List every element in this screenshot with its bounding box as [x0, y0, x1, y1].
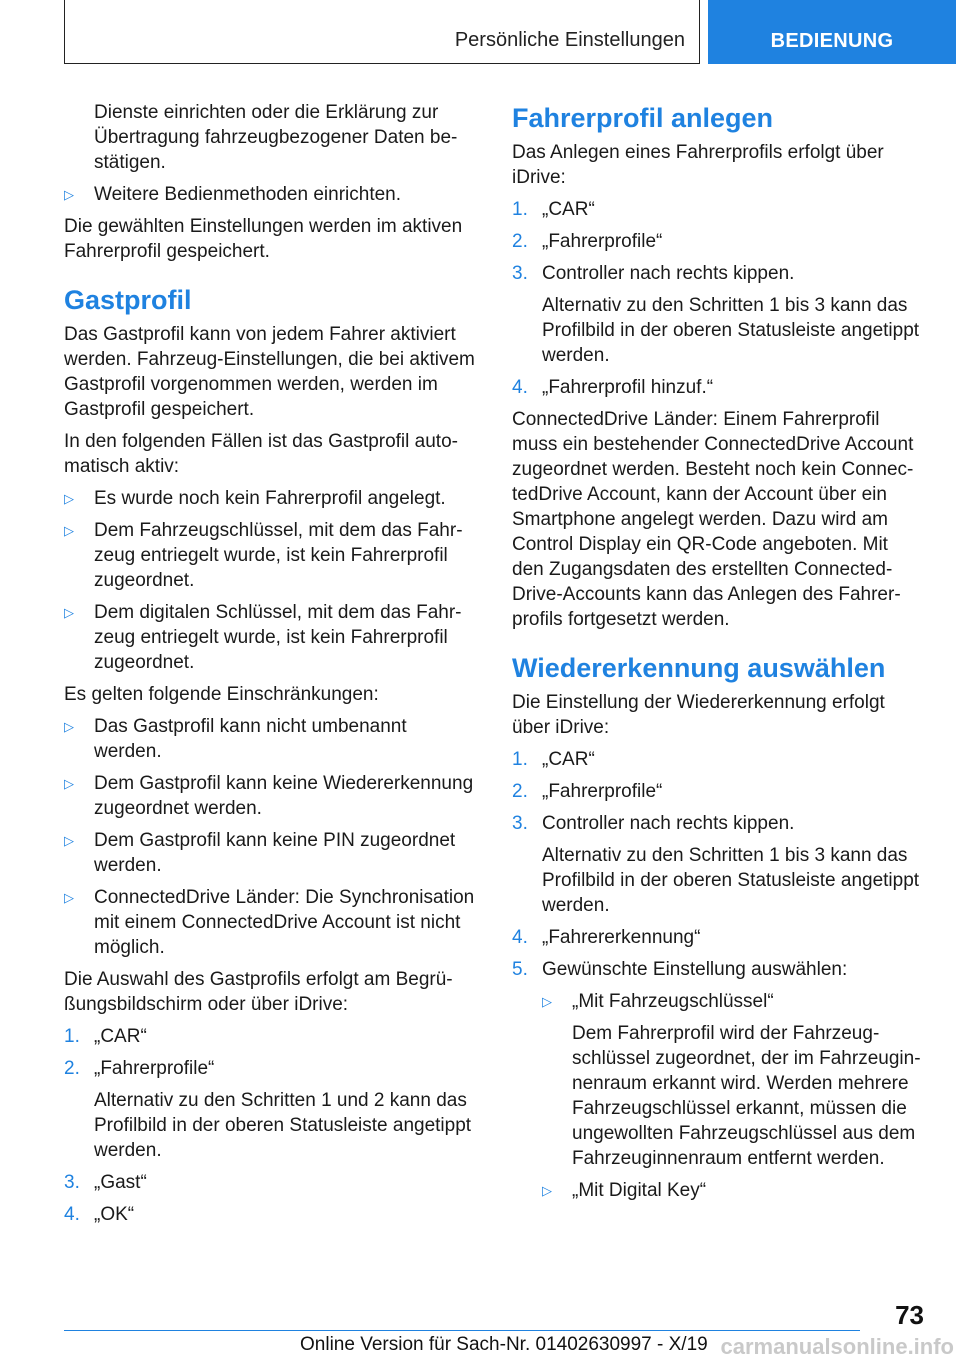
option-label: „Mit Digital Key“ [572, 1180, 707, 1201]
step-note: Alternativ zu den Schritten 1 bis 3 kann das Profilbild in der oberen Statusleiste angetippt werden. [542, 295, 920, 366]
step-item [64, 1202, 478, 1227]
step-item [512, 957, 924, 982]
list-item [64, 771, 478, 821]
step-text: Controller nach rechts kippen. [542, 263, 795, 284]
step-number: 3. [64, 1172, 80, 1193]
guest-profile-heading: Gastprofil [64, 285, 192, 315]
guest-intro: Das Gastprofil kann von jedem Fahrer aktiviert werden. Fahrzeug-Einstellungen, die bei aktivem Gastprofil vorgenommen werden, werden im Gastprofil gespeichert. [64, 324, 475, 420]
page-header [64, 0, 956, 64]
triangle-bullet-icon: ▷ [542, 1183, 552, 1198]
option-label: „Mit Fahrzeugschlüssel“ [572, 991, 774, 1012]
triangle-bullet-icon: ▷ [64, 605, 74, 620]
section-title: Persönliche Einstellungen [64, 0, 700, 64]
step-item [512, 747, 924, 772]
triangle-bullet-icon: ▷ [64, 719, 74, 734]
step-number: 4. [512, 927, 528, 948]
step-number: 4. [512, 377, 528, 398]
step-text: „CAR“ [94, 1026, 147, 1047]
list-item [64, 828, 478, 878]
step-item [512, 197, 924, 222]
step-text: „Fahrererkennung“ [542, 927, 701, 948]
step-text: „Fahrerprofile“ [542, 231, 663, 252]
list-item [64, 486, 478, 511]
step-text: „Fahrerprofile“ [542, 781, 663, 802]
recognition-heading: Wiedererkennung auswählen [512, 653, 886, 683]
page-number: 73 [895, 1300, 924, 1330]
bullet-text: ConnectedDrive Länder: Die Synchronisation mit einem ConnectedDrive Account ist nicht möglich. [94, 887, 475, 958]
step-item [64, 1056, 478, 1081]
create-intro: Das Anlegen eines Fahrerprofils erfolgt über iDrive: [512, 142, 884, 188]
restrictions-intro: Es gelten folgende Einschränkungen: [64, 684, 379, 705]
option-list [512, 989, 924, 1203]
chapter-tab: BEDIENUNG [708, 0, 956, 64]
list-item [542, 989, 924, 1014]
step-number: 2. [64, 1058, 80, 1079]
step-item [512, 229, 924, 254]
list-item [64, 600, 478, 675]
step-text: „Fahrerprofil hinzuf.“ [542, 377, 714, 398]
connected-note: ConnectedDrive Länder: Einem Fahrerprofil muss ein bestehender ConnectedDrive Account zugeordnet werden. Besteht noch kein ConnectedDrive Account, kann der Account über ein Smartphone angelegt werden. Dazu wird am Control Display ein QR-Code angeboten. Mit den Zugangsdaten des erstellten ConnectedDrive-Accounts kann das Anlegen des Fahrerprofils fortgesetzt werden. [512, 409, 914, 630]
step-item [512, 925, 924, 950]
step-item [512, 261, 924, 286]
left-column [64, 100, 478, 1234]
bullet-text: Dem Gastprofil kann keine Wiedererkennung zugeordnet werden. [94, 773, 474, 819]
bullet-text: Das Gastprofil kann nicht umbenannt werden. [94, 716, 407, 762]
intro-continuation: Dienste einrichten oder die Erklärung zur Übertragung fahrzeugbezogener Daten bestätigen. [94, 102, 458, 173]
step-item [512, 375, 924, 400]
step-note: Alternativ zu den Schritten 1 und 2 kann das Profilbild in der oberen Statusleiste angetippt werden. [94, 1090, 472, 1161]
triangle-bullet-icon: ▷ [64, 776, 74, 791]
step-number: 2. [512, 781, 528, 802]
step-number: 3. [512, 263, 528, 284]
saved-note: Die gewählten Einstellungen werden im aktiven Fahrerprofil gespeichert. [64, 216, 463, 262]
list-item [64, 714, 478, 764]
bullet-text: Dem digitalen Schlüssel, mit dem das Fahrzeug entriegelt wurde, ist kein Fahrerprofil zugeordnet. [94, 602, 462, 673]
step-text: „OK“ [94, 1204, 135, 1225]
step-number: 1. [64, 1026, 80, 1047]
bullet-text: Weitere Bedienmethoden einrichten. [94, 184, 402, 205]
recognition-intro: Die Einstellung der Wiedererkennung erfolgt über iDrive: [512, 692, 885, 738]
step-note: Alternativ zu den Schritten 1 bis 3 kann das Profilbild in der oberen Statusleiste angetippt werden. [542, 845, 920, 916]
step-text: „CAR“ [542, 749, 595, 770]
bullet-text: Dem Gastprofil kann keine PIN zugeordnet werden. [94, 830, 456, 876]
right-column [512, 100, 924, 1210]
footer-divider [64, 1330, 860, 1331]
watermark: carmanualsonline.info [720, 1334, 954, 1359]
list-item [64, 885, 478, 960]
step-text: Controller nach rechts kippen. [542, 813, 795, 834]
step-number: 1. [512, 199, 528, 220]
bullet-text: Es wurde noch kein Fahrerprofil angelegt. [94, 488, 446, 509]
triangle-bullet-icon: ▷ [64, 187, 74, 202]
footer-version: Online Version für Sach-Nr. 01402630997 - X/19 [300, 1334, 708, 1355]
bullet-text: Dem Fahrzeugschlüssel, mit dem das Fahrzeug entriegelt wurde, ist kein Fahrerprofil zugeordnet. [94, 520, 463, 591]
step-number: 3. [512, 813, 528, 834]
select-intro: Die Auswahl des Gastprofils erfolgt am Begrüßungsbildschirm oder über iDrive: [64, 969, 453, 1015]
step-number: 5. [512, 959, 528, 980]
list-item [64, 518, 478, 593]
option-description: Dem Fahrerprofil wird der Fahrzeugschlüssel zugeordnet, der im Fahrzeuginnenraum erkannt wird. Werden mehrere Fahrzeugschlüssel erkannt, müssen die ungewollten Fahrzeugschlüssel aus dem Fahrzeuginnenraum entfernt werden. [572, 1023, 921, 1169]
auto-intro: In den folgenden Fällen ist das Gastprofil automatisch aktiv: [64, 431, 458, 477]
triangle-bullet-icon: ▷ [64, 491, 74, 506]
step-text: „Fahrerprofile“ [94, 1058, 215, 1079]
list-item [542, 1178, 924, 1203]
step-item [512, 779, 924, 804]
step-text: Gewünschte Einstellung auswählen: [542, 959, 848, 980]
step-text: „CAR“ [542, 199, 595, 220]
step-text: „Gast“ [94, 1172, 147, 1193]
triangle-bullet-icon: ▷ [64, 890, 74, 905]
triangle-bullet-icon: ▷ [64, 523, 74, 538]
step-number: 1. [512, 749, 528, 770]
triangle-bullet-icon: ▷ [64, 833, 74, 848]
create-profile-heading: Fahrerprofil anlegen [512, 103, 774, 133]
step-number: 2. [512, 231, 528, 252]
step-item [64, 1170, 478, 1195]
step-item [512, 811, 924, 836]
step-item [64, 1024, 478, 1049]
triangle-bullet-icon: ▷ [542, 994, 552, 1009]
step-number: 4. [64, 1204, 80, 1225]
list-item [64, 182, 478, 207]
